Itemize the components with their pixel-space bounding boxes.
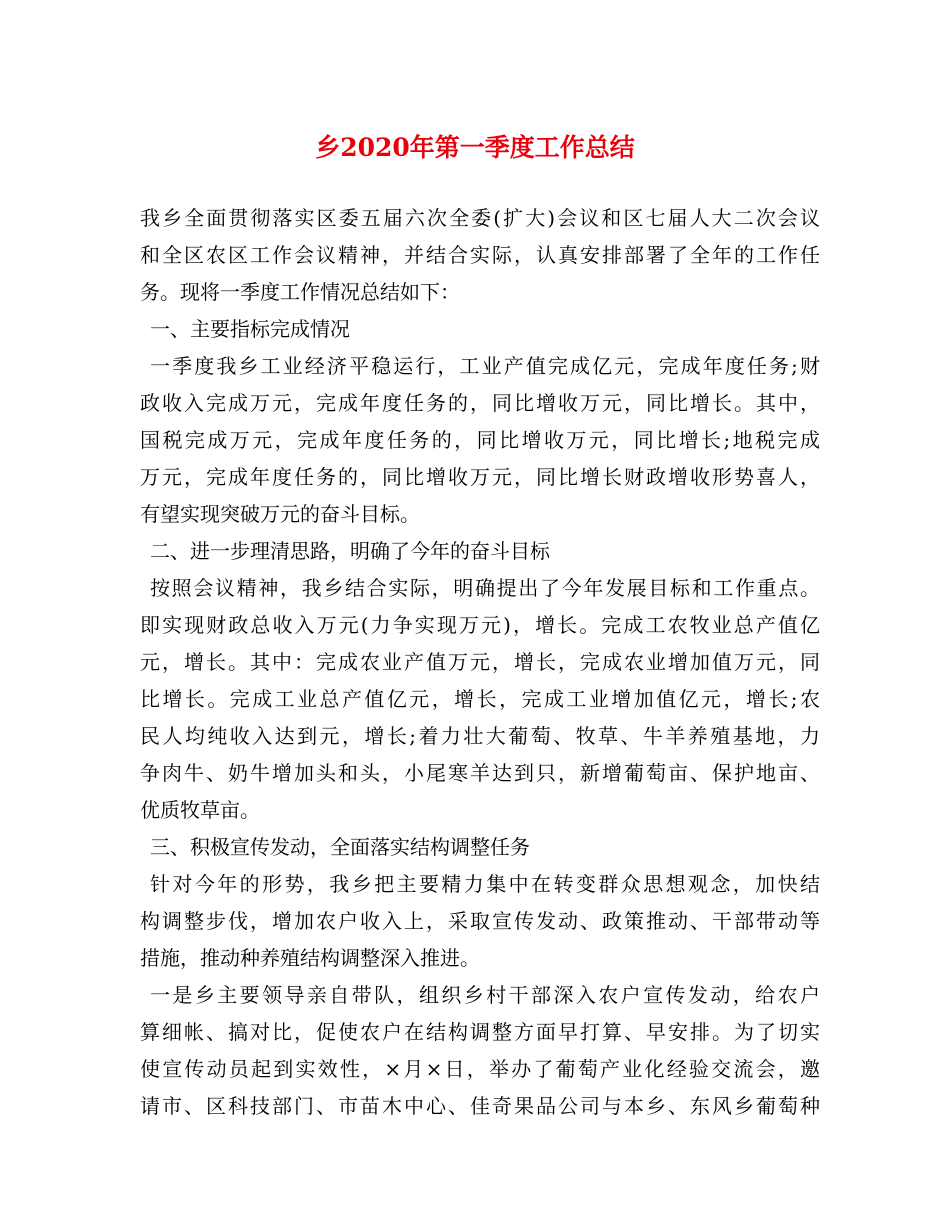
section-heading xyxy=(140,533,820,570)
line-text: 国税完成万元，完成年度任务的，同比增收万元，同比增长;地税完成 xyxy=(140,428,820,452)
text-line xyxy=(140,496,820,533)
text-line xyxy=(140,200,820,237)
text-line xyxy=(140,237,820,274)
line-text: 构调整步伐，增加农户收入上，采取宣传发动、政策推动、干部带动等 xyxy=(140,909,820,933)
line-text: 请市、区科技部门、市苗木中心、佳奇果品公司与本乡、东风乡葡萄种 xyxy=(140,1094,820,1118)
line-text: 和全区农区工作会议精神，并结合实际，认真安排部署了全年的工作任 xyxy=(140,243,820,267)
document-title: 乡2020年第一季度工作总结 xyxy=(315,133,635,162)
text-line xyxy=(140,755,820,792)
section-heading xyxy=(140,829,820,866)
line-text: 元，增长。其中：完成农业产值万元，增长，完成农业增加值万元，同 xyxy=(140,650,820,674)
text-line xyxy=(140,385,820,422)
document-body xyxy=(140,200,820,1125)
line-text: 针对今年的形势，我乡把主要精力集中在转变群众思想观念，加快结 xyxy=(150,872,820,896)
text-line xyxy=(140,422,820,459)
text-line xyxy=(140,866,820,903)
line-text: 一季度我乡工业经济平稳运行，工业产值完成亿元，完成年度任务;财 xyxy=(150,354,820,378)
text-line xyxy=(140,792,820,829)
line-text: 一、主要指标完成情况 xyxy=(150,317,350,341)
line-text: 算细帐、搞对比，促使农户在结构调整方面早打算、早安排。为了切实 xyxy=(140,1020,820,1044)
text-line xyxy=(140,903,820,940)
text-line xyxy=(140,940,820,977)
line-text: 有望实现突破万元的奋斗目标。 xyxy=(140,502,420,526)
text-line xyxy=(140,1014,820,1051)
text-line xyxy=(140,607,820,644)
text-line xyxy=(140,274,820,311)
line-text: 民人均纯收入达到元，增长;着力壮大葡萄、牧草、牛羊养殖基地，力 xyxy=(140,724,820,748)
line-text: 即实现财政总收入万元(力争实现万元)，增长。完成工农牧业总产值亿 xyxy=(140,613,820,637)
section-heading xyxy=(140,311,820,348)
line-text: 按照会议精神，我乡结合实际，明确提出了今年发展目标和工作重点。 xyxy=(150,576,820,600)
line-text: 万元，完成年度任务的，同比增收万元，同比增长财政增收形势喜人， xyxy=(140,465,820,489)
text-line xyxy=(140,459,820,496)
line-text: 二、进一步理清思路，明确了今年的奋斗目标 xyxy=(150,539,550,563)
line-text: 争肉牛、奶牛增加头和头，小尾寒羊达到只，新增葡萄亩、保护地亩、 xyxy=(140,761,820,785)
text-line xyxy=(140,644,820,681)
line-text: 我乡全面贯彻落实区委五届六次全委(扩大)会议和区七届人大二次会议 xyxy=(140,206,820,230)
text-line xyxy=(140,348,820,385)
line-text: 措施，推动种养殖结构调整深入推进。 xyxy=(140,946,480,970)
line-text: 务。现将一季度工作情况总结如下： xyxy=(140,280,460,304)
text-line xyxy=(140,681,820,718)
line-text: 政收入完成万元，完成年度任务的，同比增收万元，同比增长。其中， xyxy=(140,391,820,415)
line-text: 三、积极宣传发动，全面落实结构调整任务 xyxy=(150,835,530,859)
text-line xyxy=(140,570,820,607)
line-text: 使宣传动员起到实效性，×月×日，举办了葡萄产业化经验交流会，邀 xyxy=(140,1057,820,1081)
text-line xyxy=(140,1088,820,1125)
line-text: 优质牧草亩。 xyxy=(140,798,260,822)
line-text: 比增长。完成工业总产值亿元，增长，完成工业增加值亿元，增长;农 xyxy=(140,687,820,711)
text-line xyxy=(140,718,820,755)
text-line xyxy=(140,977,820,1014)
text-line xyxy=(140,1051,820,1088)
line-text: 一是乡主要领导亲自带队，组织乡村干部深入农户宣传发动，给农户 xyxy=(150,983,820,1007)
